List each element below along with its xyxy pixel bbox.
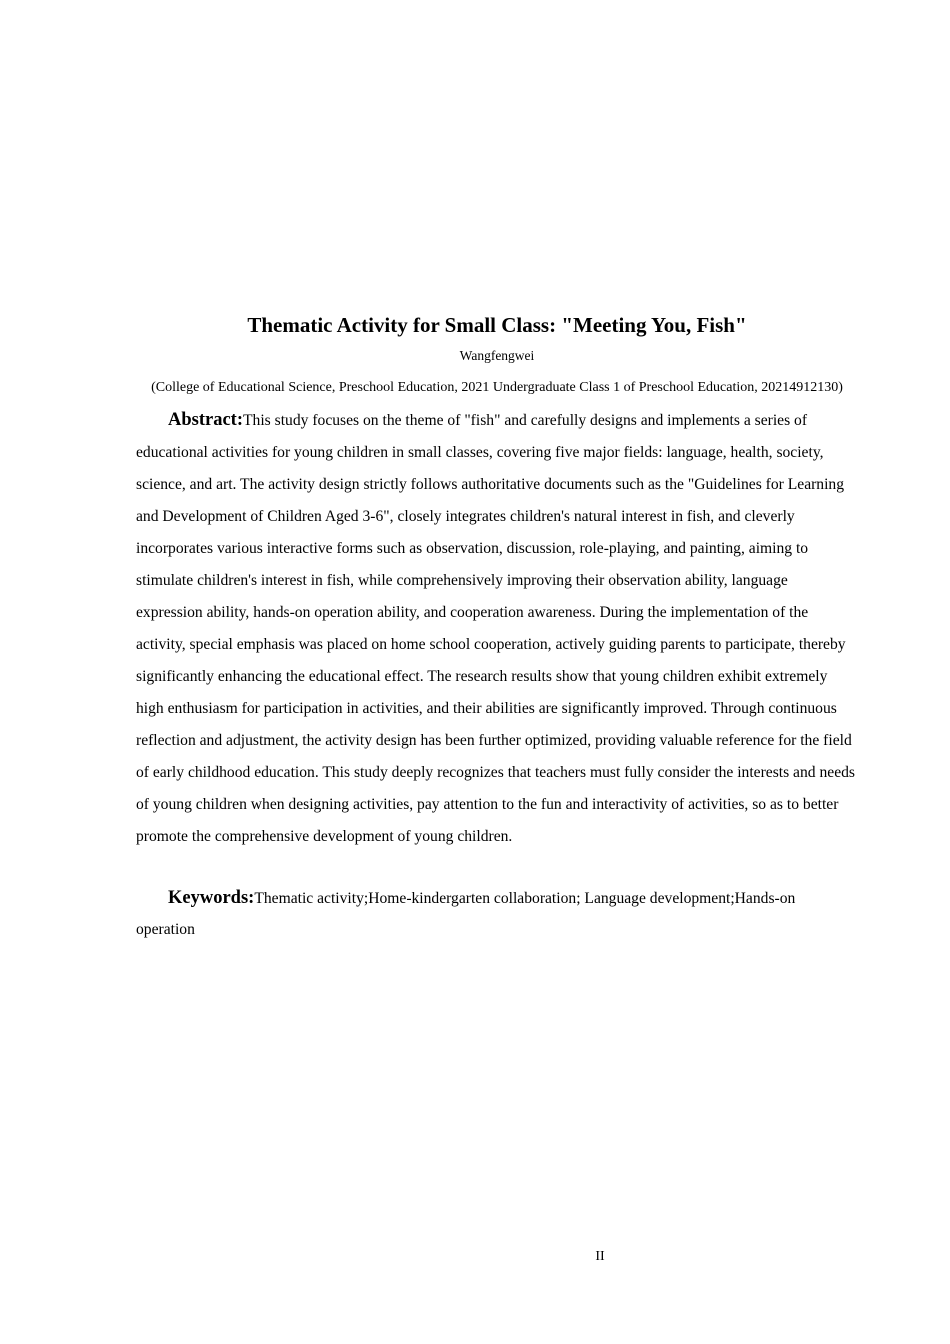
author-affiliation: (College of Educational Science, Preschool Education, 2021 Undergraduate Class 1 of Preschool Education, 20214912130): [151, 380, 843, 395]
keywords-text: Thematic activity;Home-kindergarten collaboration; Language development;Hands-on operation: [136, 890, 796, 938]
page-number: II: [595, 1249, 605, 1264]
abstract-paragraph: [136, 404, 858, 853]
author-name: Wangfengwei: [459, 348, 535, 363]
keywords-paragraph: [136, 883, 858, 945]
abstract-label: Abstract:: [168, 410, 244, 430]
paper-title: Thematic Activity for Small Class: "Meeting You, Fish": [247, 313, 747, 337]
abstract-text: This study focuses on the theme of "fish" and carefully designs and implements a series of educational activities for young children in small classes, covering five major fields: language, health, society, science, and art. The activity design strictly follows authoritative documents such as the "Guidelines for Learning and Development of Children Aged 3-6", closely integrates children's natural interest in fish, and cleverly incorporates various interactive forms such as observation, discussion, role-playing, and painting, aiming to stimulate children's interest in fish, while comprehensively improving their observation ability, language expression ability, hands-on operation ability, and cooperation awareness. During the implementation of the activity, special emphasis was placed on home school cooperation, actively guiding parents to participate, thereby significantly enhancing the educational effect. The research results show that young children exhibit extremely high enthusiasm for participation in activities, and their abilities are significantly improved. Through continuous reflection and adjustment, the activity design has been further optimized, providing valuable reference for the field of early childhood education. This study deeply recognizes that teachers must fully consider the interests and needs of young children when designing activities, pay attention to the fun and interactivity of activities, so as to better promote the comprehensive development of young children.: [136, 412, 855, 845]
keywords-label: Keywords:: [168, 888, 255, 908]
